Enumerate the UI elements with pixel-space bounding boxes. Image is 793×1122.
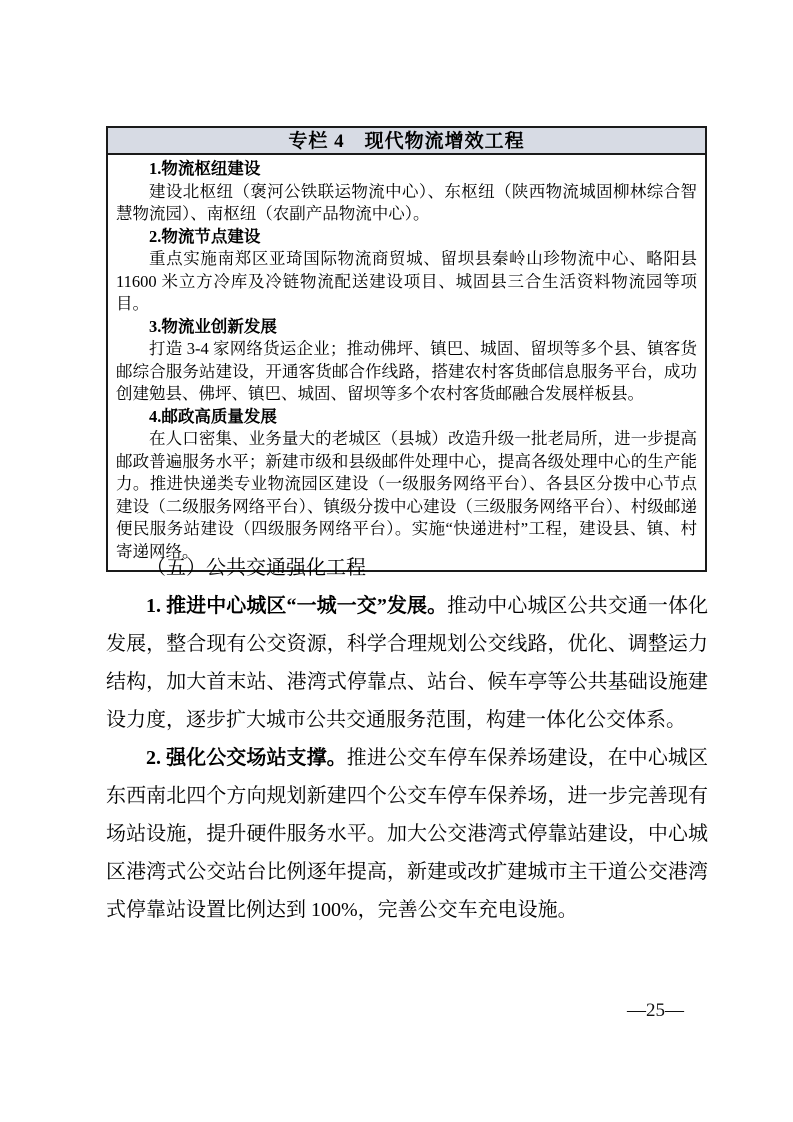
- box-section-logistics-innovation: [116, 316, 697, 406]
- box-section-body: 重点实施南郑区亚琦国际物流商贸城、留坝县秦岭山珍物流中心、略阳县11600 米立方冷库及冷链物流配送建设项目、城固县三合生活资料物流园等项目。: [116, 249, 697, 313]
- box-section-logistics-node: [116, 226, 697, 316]
- paragraph-lead: 1. 推进中心城区“一城一交”发展。: [146, 595, 448, 617]
- box-section-heading: 3.物流业创新发展: [149, 316, 277, 336]
- box-section-heading: 1.物流枢纽建设: [149, 159, 261, 178]
- paragraph-city-transit: [106, 587, 708, 739]
- box-section-body: 在人口密集、业务量大的老城区（县城）改造升级一批老局所，进一步提高邮政普遍服务水平；新建市级和县级邮件处理中心，提高各级处理中心的生产能力。推进快递类专业物流园区建设（一级服务网络平台）、各县区分拨中心节点建设（二级服务网络平台）、镇级分拨中心建设（三级服务网络平台）、村级邮递便民服务站建设（四级服务网络平台）。实施“快递进村”工程，建设县、镇、村寄递网络。: [116, 429, 697, 561]
- paragraph-body: 推进公交车停车保养场建设，在中心城区东西南北四个方向规划新建四个公交车停车保养场，进一步完善现有场站设施，提升硬件服务水平。加大公交港湾式停靠站建设，中心城区港湾式公交站台比例逐年提高，新建或改扩建城市主干道公交港湾式停靠站设置比例达到 100%，完善公交车充电设施。: [106, 747, 709, 921]
- paragraph-bus-stations: [106, 739, 708, 929]
- box-section-heading: 2.物流节点建设: [149, 226, 261, 246]
- main-text: [106, 549, 708, 929]
- box-section-heading: 4.邮政高质量发展: [149, 406, 277, 426]
- box-title: 专栏 4 现代物流增效工程: [108, 128, 705, 155]
- paragraph-body: 推动中心城区公共交通一体化发展，整合现有公交资源，科学合理规划公交线路，优化、调整运力结构，加大首末站、港湾式停靠点、站台、候车亭等公共基础设施建设力度，逐步扩大城市公共交通服务范围，构建一体化公交体系。: [106, 595, 709, 731]
- box-section-postal-quality: [116, 406, 697, 564]
- box-section-body: 打造 3-4 家网络货运企业；推动佛坪、镇巴、城固、留坝等多个县、镇客货邮综合服务站建设，开通客货邮合作线路，搭建农村客货邮信息服务平台，成功创建勉县、佛坪、镇巴、城固、留坝等多个农村客货邮融合发展样板县。: [116, 339, 697, 403]
- special-column-box: [106, 126, 707, 572]
- section-heading-public-transport: （五）公共交通强化工程: [146, 557, 366, 579]
- page-number: —25—: [627, 1000, 684, 1021]
- paragraph-lead: 2. 强化公交场站支撑。: [146, 747, 347, 769]
- box-section-body: 建设北枢纽（褒河公铁联运物流中心）、东枢纽（陕西物流城固柳林综合智慧物流园）、南枢纽（农副产品物流中心）。: [116, 181, 697, 223]
- box-content: [108, 155, 705, 570]
- box-section-logistics-hub: [116, 158, 697, 226]
